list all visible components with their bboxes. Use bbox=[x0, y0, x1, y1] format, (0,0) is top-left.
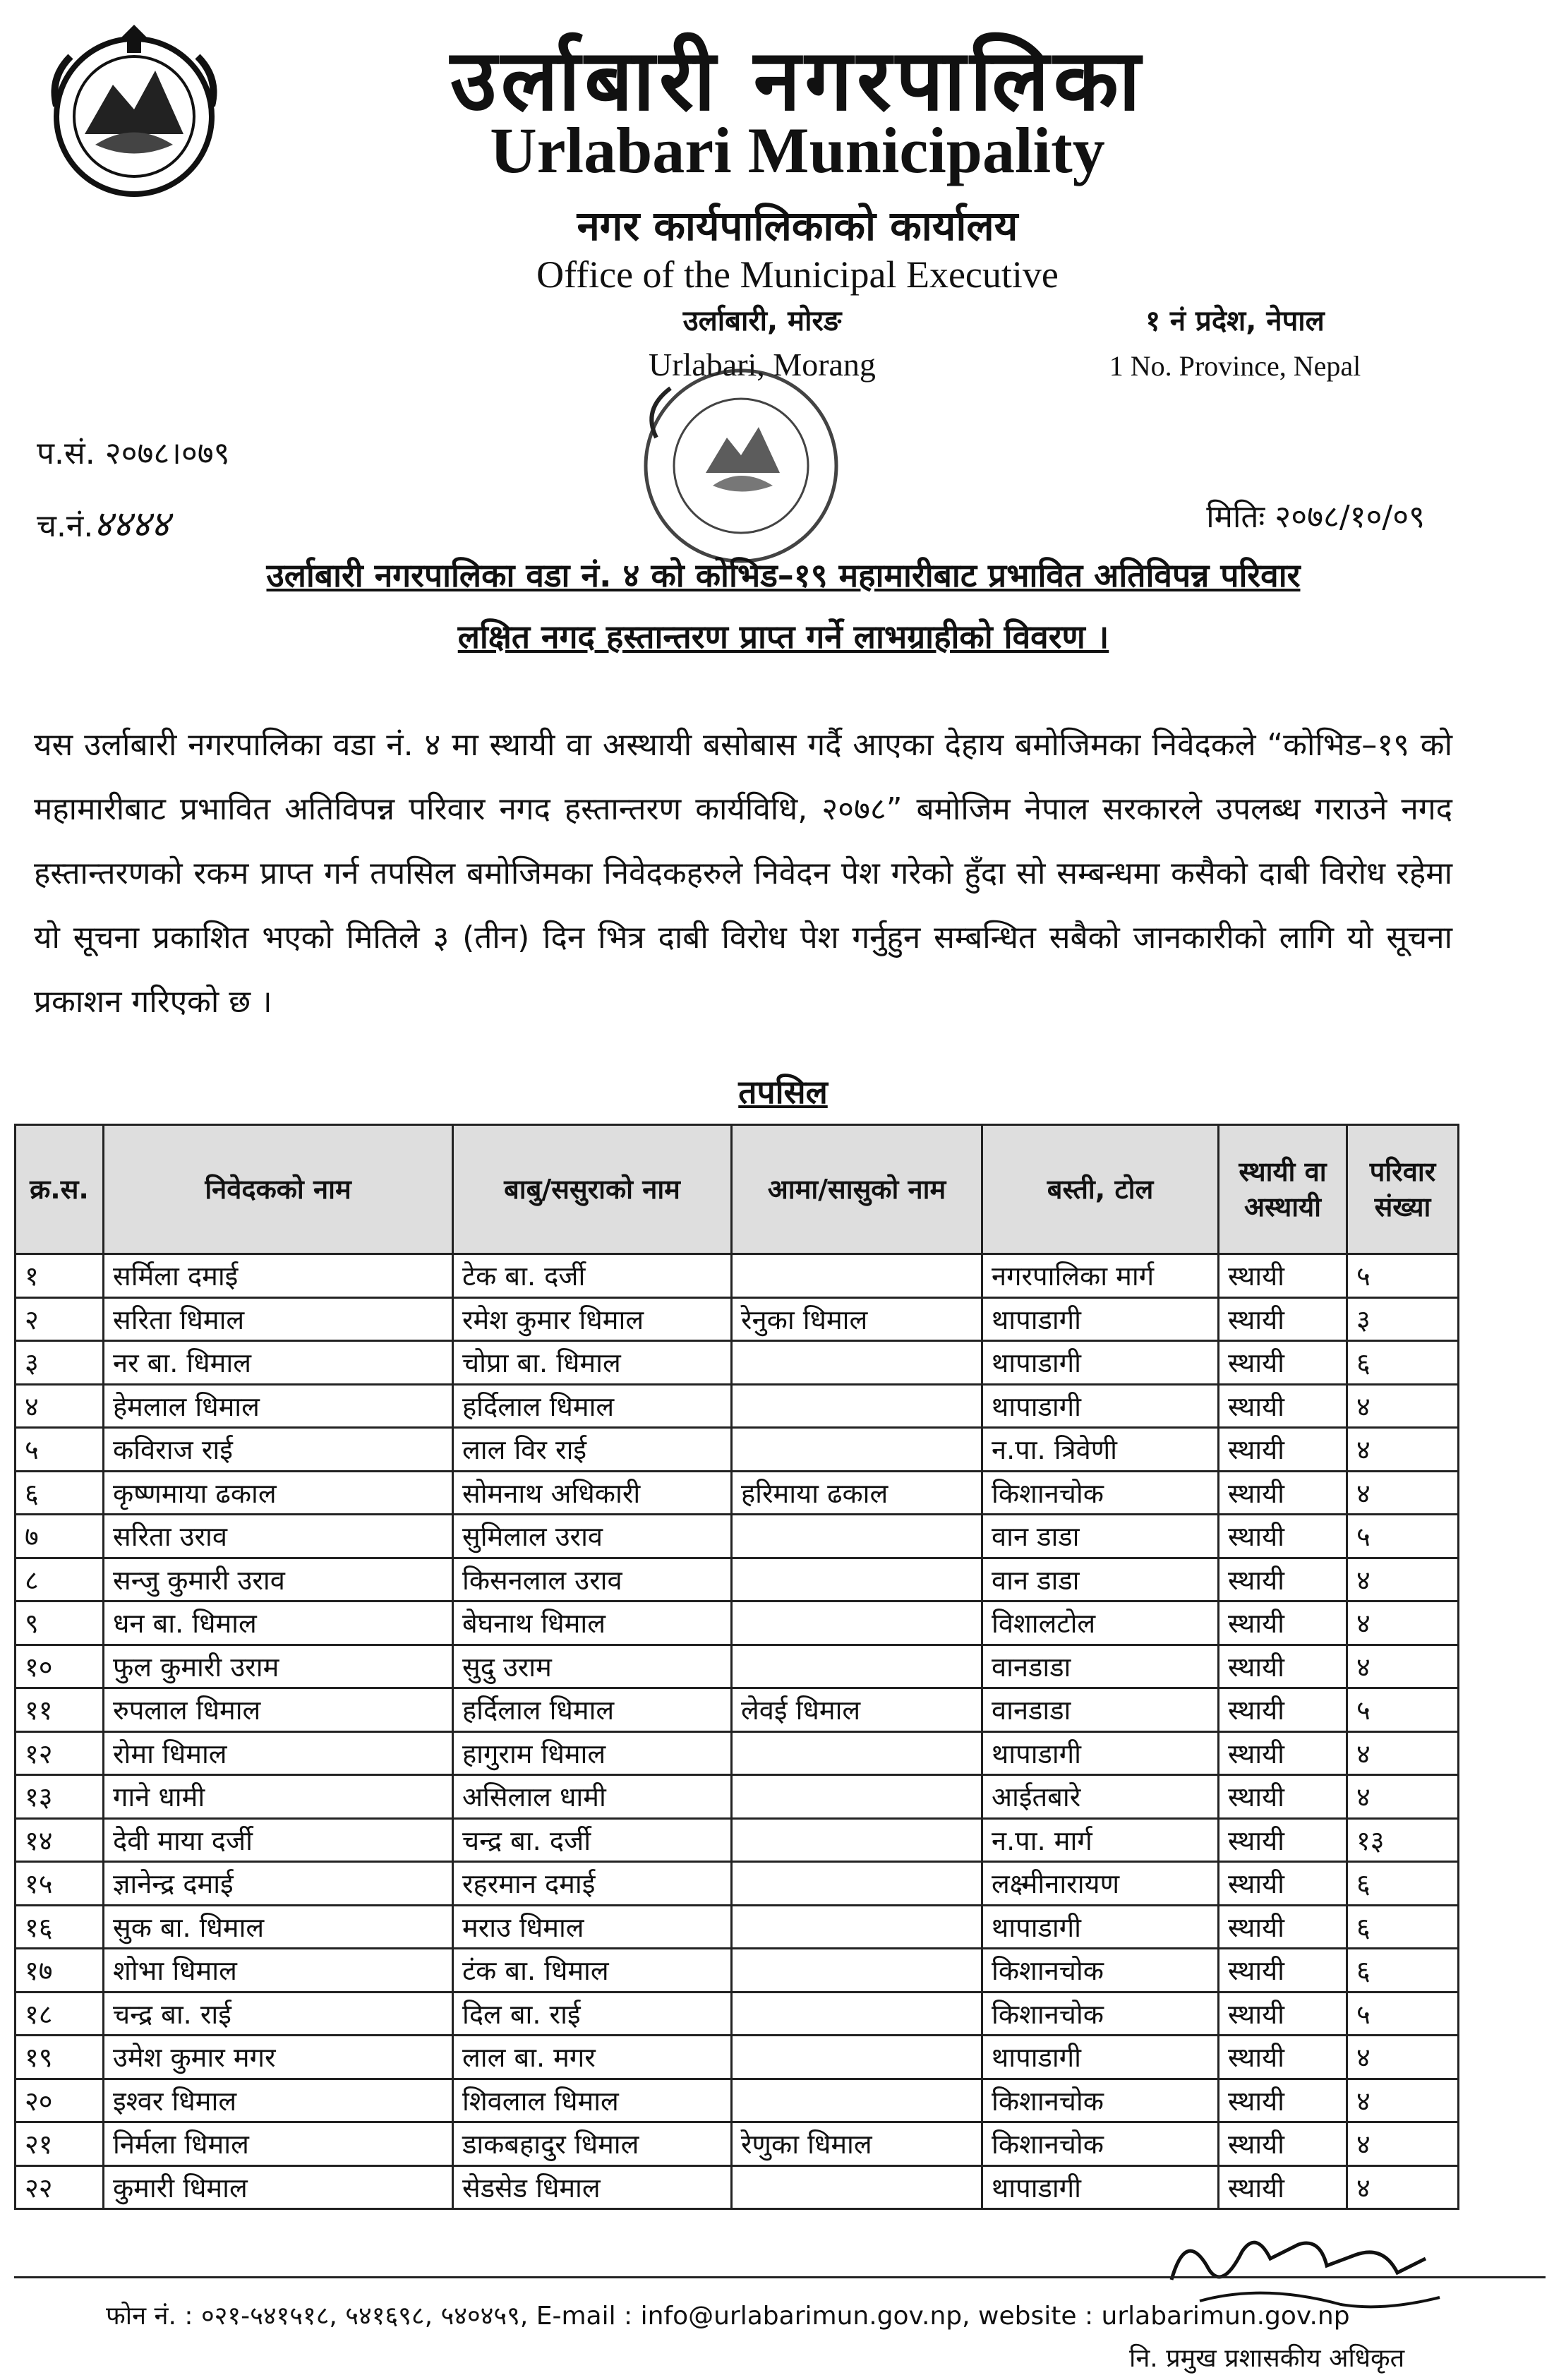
beneficiary-table bbox=[14, 1124, 1459, 2210]
table-cell: न.पा. मार्ग bbox=[982, 1818, 1219, 1862]
table-row bbox=[16, 1254, 1459, 1298]
notice-body: यस उर्लाबारी नगरपालिका वडा नं. ४ मा स्थायी वा अस्थायी बसोबास गर्दै आएका देहाय बमोजिमका निवेदकले “कोभिड–१९ को महामारीबाट प्रभावित अतिविपन्न परिवार नगद हस्तान्तरण कार्यविधि, २०७८” बमोजिम नेपाल सरकारले उपलब्ध गराउने नगद हस्तान्तरणको रकम प्राप्त गर्न तपसिल बमोजिमका निवेदकहरुले निवेदन पेश गरेको हुँदा सो सम्बन्धमा कसैको दाबी विरोध रहेमा यो सूचना प्रकाशित भएको मितिले ३ (तीन) दिन भित्र दाबी विरोध पेश गर्नुहुन सम्बन्धित सबैको जानकारीको लागि यो सूचना प्रकाशन गरिएको छ । bbox=[34, 727, 1452, 1020]
table-cell: स्थायी bbox=[1219, 1254, 1347, 1298]
table-cell: आईतबारे bbox=[982, 1775, 1219, 1819]
table-cell: ४ bbox=[1347, 1471, 1459, 1515]
table-cell: नर बा. धिमाल bbox=[104, 1341, 453, 1385]
dispatch-number bbox=[37, 498, 170, 548]
table-cell: ४ bbox=[1347, 2122, 1459, 2166]
table-cell: स्थायी bbox=[1219, 1515, 1347, 1558]
table-cell: टंक बा. धिमाल bbox=[453, 1949, 732, 1993]
table-row bbox=[16, 1558, 1459, 1601]
table-cell bbox=[732, 1905, 982, 1949]
table-cell: ८ bbox=[16, 1558, 104, 1601]
table-cell: वान डाडा bbox=[982, 1515, 1219, 1558]
table-cell: १८ bbox=[16, 1992, 104, 2036]
table-cell: स्थायी bbox=[1219, 1862, 1347, 1906]
table-cell bbox=[732, 1645, 982, 1688]
table-cell: बेघनाथ धिमाल bbox=[453, 1601, 732, 1645]
table-cell: स्थायी bbox=[1219, 1645, 1347, 1688]
table-cell: थापाडागी bbox=[982, 1384, 1219, 1428]
table-row bbox=[16, 1862, 1459, 1906]
table-cell: शिवलाल धिमाल bbox=[453, 2079, 732, 2122]
subject-line-1: उर्लाबारी नगरपालिका वडा नं. ४ को कोभिड–१९ महामारीबाट प्रभावित अतिविपन्न परिवार bbox=[266, 556, 1301, 594]
table-row bbox=[16, 1731, 1459, 1775]
table-cell: चन्द्र बा. राई bbox=[104, 1992, 453, 2036]
table-cell: इश्वर धिमाल bbox=[104, 2079, 453, 2122]
table-cell bbox=[732, 1254, 982, 1298]
table-cell: ६ bbox=[1347, 1862, 1459, 1906]
table-row bbox=[16, 2079, 1459, 2122]
table-body bbox=[16, 1254, 1459, 2209]
table-cell: स्थायी bbox=[1219, 1601, 1347, 1645]
municipality-title-en: Urlabari Municipality bbox=[490, 114, 1105, 186]
table-cell: ४ bbox=[1347, 1645, 1459, 1688]
table-cell: ३ bbox=[1347, 1297, 1459, 1341]
table-cell: ३ bbox=[16, 1341, 104, 1385]
table-cell: १५ bbox=[16, 1862, 104, 1906]
table-cell: १२ bbox=[16, 1731, 104, 1775]
table-cell: रुपलाल धिमाल bbox=[104, 1688, 453, 1732]
table-cell: ५ bbox=[16, 1428, 104, 1472]
table-row bbox=[16, 1428, 1459, 1472]
table-cell: २१ bbox=[16, 2122, 104, 2166]
table-cell: सुदु उराम bbox=[453, 1645, 732, 1688]
table-header-row bbox=[16, 1125, 1459, 1254]
table-cell: स्थायी bbox=[1219, 2165, 1347, 2209]
table-cell: किशानचोक bbox=[982, 1471, 1219, 1515]
table-cell: किशानचोक bbox=[982, 1992, 1219, 2036]
table-row bbox=[16, 2122, 1459, 2166]
table-cell: टेक बा. दर्जी bbox=[453, 1254, 732, 1298]
table-cell: स्थायी bbox=[1219, 1428, 1347, 1472]
table-cell: रेनुका धिमाल bbox=[732, 1297, 982, 1341]
table-cell: स्थायी bbox=[1219, 1818, 1347, 1862]
subject-line-2: लक्षित नगद हस्तान्तरण प्राप्त गर्ने लाभग्राहीको विवरण । bbox=[457, 618, 1109, 656]
table-row bbox=[16, 1601, 1459, 1645]
table-cell: स्थायी bbox=[1219, 1384, 1347, 1428]
table-cell: डाकबहादुर धिमाल bbox=[453, 2122, 732, 2166]
column-header: आमा/सासुको नाम bbox=[732, 1125, 982, 1254]
table-cell: ४ bbox=[1347, 2079, 1459, 2122]
table-cell bbox=[732, 1775, 982, 1819]
table-cell: सर्मिला दमाई bbox=[104, 1254, 453, 1298]
table-row bbox=[16, 2036, 1459, 2079]
table-cell: न.पा. त्रिवेणी bbox=[982, 1428, 1219, 1472]
table-row bbox=[16, 1688, 1459, 1732]
emblem-icon bbox=[28, 21, 240, 205]
table-cell: वानडाडा bbox=[982, 1688, 1219, 1732]
table-cell: ७ bbox=[16, 1515, 104, 1558]
municipality-emblem bbox=[28, 21, 240, 205]
office-title-en: Office of the Municipal Executive bbox=[536, 253, 1059, 296]
table-cell: देवी माया दर्जी bbox=[104, 1818, 453, 1862]
table-cell: कृष्णमाया ढकाल bbox=[104, 1471, 453, 1515]
table-cell: स्थायी bbox=[1219, 1297, 1347, 1341]
table-cell: हर्दिलाल धिमाल bbox=[453, 1688, 732, 1732]
table-cell: स्थायी bbox=[1219, 1558, 1347, 1601]
table-row bbox=[16, 1645, 1459, 1688]
table-cell: स्थायी bbox=[1219, 1992, 1347, 2036]
table-cell: मराउ धिमाल bbox=[453, 1905, 732, 1949]
table-cell: १६ bbox=[16, 1905, 104, 1949]
province-np: १ नं प्रदेश, नेपाल bbox=[1145, 305, 1325, 337]
table-cell: ४ bbox=[1347, 1558, 1459, 1601]
table-cell: सरिता उराव bbox=[104, 1515, 453, 1558]
table-cell: १९ bbox=[16, 2036, 104, 2079]
table-cell: लाल विर राई bbox=[453, 1428, 732, 1472]
table-cell: रेणुका धिमाल bbox=[732, 2122, 982, 2166]
table-cell: सोमनाथ अधिकारी bbox=[453, 1471, 732, 1515]
table-cell: ६ bbox=[1347, 1341, 1459, 1385]
table-cell: ११ bbox=[16, 1688, 104, 1732]
table-cell: १७ bbox=[16, 1949, 104, 1993]
table-cell: स्थायी bbox=[1219, 1341, 1347, 1385]
signer-title: नि. प्रमुख प्रशासकीय अधिकृत bbox=[1129, 2344, 1405, 2373]
footer-divider bbox=[14, 2276, 1546, 2278]
table-cell bbox=[732, 1818, 982, 1862]
table-cell: ४ bbox=[1347, 1731, 1459, 1775]
table-cell: वान डाडा bbox=[982, 1558, 1219, 1601]
table-cell: सुमिलाल उराव bbox=[453, 1515, 732, 1558]
table-cell: २२ bbox=[16, 2165, 104, 2209]
table-cell: ६ bbox=[1347, 1949, 1459, 1993]
column-header: निवेदकको नाम bbox=[104, 1125, 453, 1254]
dispatch-number-handwritten: ४४४४ bbox=[93, 503, 170, 546]
table-cell: गाने धामी bbox=[104, 1775, 453, 1819]
table-cell bbox=[732, 1341, 982, 1385]
stamp-icon bbox=[614, 360, 868, 572]
table-cell: ६ bbox=[16, 1471, 104, 1515]
table-row bbox=[16, 1992, 1459, 2036]
table-cell bbox=[732, 1862, 982, 1906]
table-cell: किसनलाल उराव bbox=[453, 1558, 732, 1601]
table-cell: रमेश कुमार धिमाल bbox=[453, 1297, 732, 1341]
dispatch-label: च.नं. bbox=[37, 508, 94, 544]
table-cell: ५ bbox=[1347, 1254, 1459, 1298]
table-cell: फुल कुमारी उराम bbox=[104, 1645, 453, 1688]
table-cell: धन बा. धिमाल bbox=[104, 1601, 453, 1645]
table-cell: १३ bbox=[1347, 1818, 1459, 1862]
table-cell bbox=[732, 1515, 982, 1558]
table-cell: लक्ष्मीनारायण bbox=[982, 1862, 1219, 1906]
table-cell: स्थायी bbox=[1219, 2122, 1347, 2166]
table-cell: स्थायी bbox=[1219, 2079, 1347, 2122]
table-cell: २ bbox=[16, 1297, 104, 1341]
table-cell: कुमारी धिमाल bbox=[104, 2165, 453, 2209]
table-cell bbox=[732, 1558, 982, 1601]
table-cell: स्थायी bbox=[1219, 1471, 1347, 1515]
table-cell bbox=[732, 1384, 982, 1428]
table-cell: थापाडागी bbox=[982, 2036, 1219, 2079]
table-cell bbox=[732, 2079, 982, 2122]
table-cell bbox=[732, 1949, 982, 1993]
table-row bbox=[16, 1297, 1459, 1341]
table-cell: हागुराम धिमाल bbox=[453, 1731, 732, 1775]
table-cell: विशालटोल bbox=[982, 1601, 1219, 1645]
table-cell: ज्ञानेन्द्र दमाई bbox=[104, 1862, 453, 1906]
table-cell: स्थायी bbox=[1219, 2036, 1347, 2079]
table-row bbox=[16, 1384, 1459, 1428]
table-cell: ५ bbox=[1347, 1992, 1459, 2036]
table-cell: स्थायी bbox=[1219, 1775, 1347, 1819]
table-row bbox=[16, 1471, 1459, 1515]
table-cell: कविराज राई bbox=[104, 1428, 453, 1472]
table-cell: दिल बा. राई bbox=[453, 1992, 732, 2036]
table-cell: किशानचोक bbox=[982, 1949, 1219, 1993]
table-cell: हेमलाल धिमाल bbox=[104, 1384, 453, 1428]
table-cell: थापाडागी bbox=[982, 1731, 1219, 1775]
table-cell: थापाडागी bbox=[982, 1341, 1219, 1385]
table-cell: ४ bbox=[1347, 1384, 1459, 1428]
table-row bbox=[16, 1341, 1459, 1385]
table-cell: हर्दिलाल धिमाल bbox=[453, 1384, 732, 1428]
table-cell: थापाडागी bbox=[982, 1297, 1219, 1341]
table-cell: ४ bbox=[16, 1384, 104, 1428]
table-row bbox=[16, 1775, 1459, 1819]
table-cell: शोभा धिमाल bbox=[104, 1949, 453, 1993]
details-heading: तपसिल bbox=[738, 1073, 828, 1111]
footer-contact: फोन नं. : ०२१-५४१५१८, ५४१६९८, ५४०४५९, E-mail : info@urlabarimun.gov.np, website : urlabarimun.gov.np bbox=[106, 2302, 1350, 2331]
table-row bbox=[16, 1818, 1459, 1862]
table-row bbox=[16, 1949, 1459, 1993]
table-cell: थापाडागी bbox=[982, 1905, 1219, 1949]
table-cell: रोमा धिमाल bbox=[104, 1731, 453, 1775]
province-en: 1 No. Province, Nepal bbox=[1109, 350, 1361, 382]
office-stamp bbox=[614, 360, 868, 572]
table-cell: सेडसेड धिमाल bbox=[453, 2165, 732, 2209]
table-cell: लाल बा. मगर bbox=[453, 2036, 732, 2079]
municipality-title-np: उर्लाबारी नगरपालिका bbox=[450, 32, 1145, 130]
table-cell bbox=[732, 2165, 982, 2209]
column-header: क्र.स. bbox=[16, 1125, 104, 1254]
table-cell: उमेश कुमार मगर bbox=[104, 2036, 453, 2079]
table-cell: नगरपालिका मार्ग bbox=[982, 1254, 1219, 1298]
table-cell: सरिता धिमाल bbox=[104, 1297, 453, 1341]
table-cell: १४ bbox=[16, 1818, 104, 1862]
table-cell: थापाडागी bbox=[982, 2165, 1219, 2209]
table-cell: ५ bbox=[1347, 1688, 1459, 1732]
table-cell: १० bbox=[16, 1645, 104, 1688]
table-cell: स्थायी bbox=[1219, 1688, 1347, 1732]
table-row bbox=[16, 1515, 1459, 1558]
table-cell bbox=[732, 1601, 982, 1645]
table-cell: लेवई धिमाल bbox=[732, 1688, 982, 1732]
table-cell: ९ bbox=[16, 1601, 104, 1645]
table-cell bbox=[732, 1992, 982, 2036]
table-row bbox=[16, 1905, 1459, 1949]
table-cell bbox=[732, 2036, 982, 2079]
table-cell: रहरमान दमाई bbox=[453, 1862, 732, 1906]
table-cell: असिलाल धामी bbox=[453, 1775, 732, 1819]
table-cell bbox=[732, 1731, 982, 1775]
column-header: बस्ती, टोल bbox=[982, 1125, 1219, 1254]
table-cell: किशानचोक bbox=[982, 2079, 1219, 2122]
table-cell: स्थायी bbox=[1219, 1905, 1347, 1949]
table-cell: चन्द्र बा. दर्जी bbox=[453, 1818, 732, 1862]
table-cell: हरिमाया ढकाल bbox=[732, 1471, 982, 1515]
table-cell: ६ bbox=[1347, 1905, 1459, 1949]
table-cell: वानडाडा bbox=[982, 1645, 1219, 1688]
table-cell: १ bbox=[16, 1254, 104, 1298]
table-cell bbox=[732, 1428, 982, 1472]
table-cell: १३ bbox=[16, 1775, 104, 1819]
table-cell: चोप्रा बा. धिमाल bbox=[453, 1341, 732, 1385]
table-cell: सन्जु कुमारी उराव bbox=[104, 1558, 453, 1601]
column-header: बाबु/ससुराको नाम bbox=[453, 1125, 732, 1254]
address-np: उर्लाबारी, मोरङ bbox=[682, 305, 842, 337]
fiscal-year: प.सं. २०७८।०७९ bbox=[37, 435, 230, 471]
address-en: Urlabari, Morang bbox=[649, 347, 876, 383]
table-cell: किशानचोक bbox=[982, 2122, 1219, 2166]
column-header: परिवार संख्या bbox=[1347, 1125, 1459, 1254]
office-title-np: नगर कार्यपालिकाको कार्यालय bbox=[577, 202, 1018, 250]
table-cell: ४ bbox=[1347, 2036, 1459, 2079]
table-cell: स्थायी bbox=[1219, 1731, 1347, 1775]
table-cell: ५ bbox=[1347, 1515, 1459, 1558]
table-cell: स्थायी bbox=[1219, 1949, 1347, 1993]
table-cell: ४ bbox=[1347, 1601, 1459, 1645]
table-cell: ४ bbox=[1347, 1428, 1459, 1472]
table-cell: निर्मला धिमाल bbox=[104, 2122, 453, 2166]
table-cell: ४ bbox=[1347, 1775, 1459, 1819]
letter-date: मितिः २०७८/१०/०९ bbox=[1206, 499, 1425, 535]
column-header: स्थायी वा अस्थायी bbox=[1219, 1125, 1347, 1254]
table-row bbox=[16, 2165, 1459, 2209]
table-cell: सुक बा. धिमाल bbox=[104, 1905, 453, 1949]
table-cell: २० bbox=[16, 2079, 104, 2122]
table-cell: ४ bbox=[1347, 2165, 1459, 2209]
